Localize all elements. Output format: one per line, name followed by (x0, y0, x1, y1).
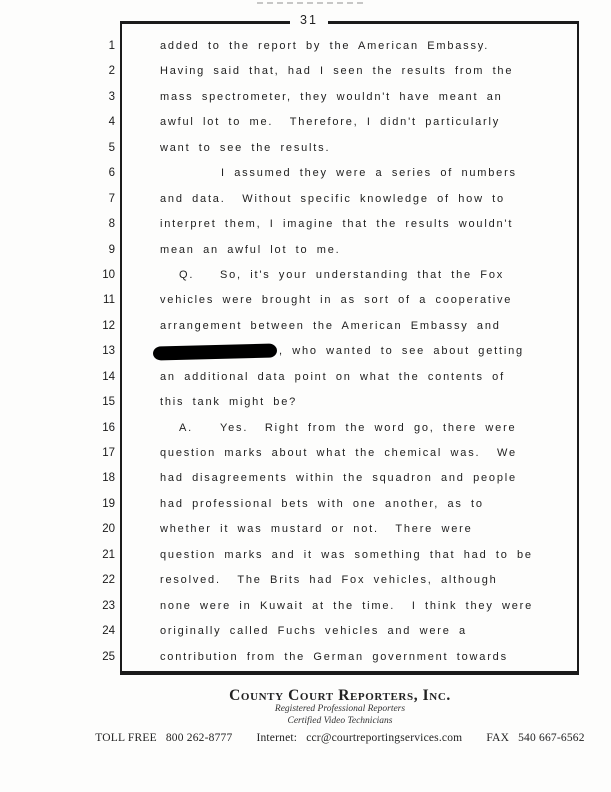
transcript-line (0, 212, 611, 237)
line-text: question marks about what the chemical was. We (160, 447, 517, 459)
transcript-line (0, 314, 611, 339)
transcript-line (0, 517, 611, 542)
line-number: 5 (108, 141, 115, 154)
line-text: I assumed they were a series of numbers (221, 167, 517, 180)
line-number: 18 (102, 472, 115, 485)
transcript-line (0, 238, 611, 263)
transcript-line (0, 416, 611, 441)
line-text: contribution from the German government towards (160, 650, 508, 663)
scan-artifact-dashed-line (257, 2, 363, 4)
line-text: mass spectrometer, they wouldn't have meant an (160, 90, 503, 103)
line-text: interpret them, I imagine that the results wouldn't (160, 218, 514, 231)
line-text: So, it's your understanding that the Fox (220, 268, 505, 281)
fax-group (486, 732, 584, 744)
line-number: 22 (102, 574, 115, 587)
line-text: Having said that, had I seen the results from the (160, 65, 514, 78)
line-number: 19 (102, 497, 115, 510)
transcript-line (0, 263, 611, 288)
line-number: 3 (108, 90, 115, 103)
toll-free-label: TOLL FREE (95, 732, 157, 744)
line-number: 17 (102, 447, 115, 459)
transcript-lines (0, 34, 611, 670)
line-number: 15 (102, 396, 115, 409)
transcript-line (0, 543, 611, 568)
line-number: 8 (108, 218, 115, 231)
reporter-footer (70, 687, 610, 744)
transcript-line (0, 161, 611, 186)
internet-group (256, 732, 462, 744)
reporter-company-name: County Court Reporters, Inc. (229, 687, 451, 704)
line-text: want to see the results. (160, 141, 331, 154)
line-text: this tank might be? (160, 396, 298, 409)
line-text: awful lot to me. Therefore, I didn't particularly (160, 116, 500, 129)
line-number: 4 (108, 116, 115, 129)
transcript-line (0, 492, 611, 517)
line-text: arrangement between the American Embassy and (160, 319, 501, 332)
transcript-line (0, 568, 611, 593)
internet-label: Internet: (256, 732, 298, 744)
transcript-line (0, 466, 611, 491)
transcript-line (0, 34, 611, 59)
fax-number: 540 667-6562 (518, 732, 585, 744)
transcript-line (0, 85, 611, 110)
line-number: 7 (108, 192, 115, 205)
line-text (153, 339, 524, 364)
transcript-line (0, 390, 611, 415)
line-number: 25 (102, 650, 115, 663)
reporter-subtitle-2: Certified Video Technicians (287, 715, 393, 726)
line-number: 24 (102, 625, 115, 638)
toll-free-number: 800 262-8777 (165, 732, 233, 744)
transcript-line (0, 619, 611, 644)
page-number: 31 (290, 13, 328, 27)
line-number: 9 (108, 243, 115, 256)
reporter-subtitle-1: Registered Professional Reporters (274, 704, 406, 714)
line-text: question marks and it was something that had to be (160, 548, 533, 561)
line-text: had disagreements within the squadron and people (160, 472, 517, 485)
internet-email: ccr@courtreportingservices.com (306, 732, 463, 744)
line-number: 12 (102, 319, 115, 332)
transcript-line (0, 441, 611, 466)
line-text: none were in Kuwait at the time. I think they were (160, 599, 534, 612)
line-text: resolved. The Brits had Fox vehicles, although (160, 574, 498, 587)
transcript-line (0, 59, 611, 84)
line-text: and data. Without specific knowledge of how to (160, 192, 505, 205)
qa-prefix: Q. (179, 268, 195, 281)
line-number: 21 (102, 548, 115, 561)
line-number: 13 (102, 345, 115, 358)
line-text: had professional bets with one another, as to (160, 497, 484, 510)
line-text: whether it was mustard or not. There were (160, 523, 473, 536)
line-number: 1 (108, 40, 115, 52)
transcript-line (0, 110, 611, 135)
toll-free-group (95, 732, 232, 744)
transcript-line (0, 136, 611, 161)
transcript-line (0, 365, 611, 390)
line-number: 16 (102, 421, 115, 434)
line-text: Yes. Right from the word go, there were (220, 421, 517, 434)
qa-prefix: A. (179, 421, 193, 434)
line-text: vehicles were brought in as sort of a cooperative (160, 294, 513, 307)
transcript-line (0, 645, 611, 670)
line-number: 10 (102, 268, 115, 281)
line-number: 11 (103, 294, 115, 307)
line-number: 14 (102, 370, 115, 383)
line-number: 6 (108, 167, 115, 180)
line-text: mean an awful lot to me. (160, 243, 341, 256)
fax-label: FAX (486, 732, 510, 744)
line-text: added to the report by the American Embassy. (160, 40, 490, 52)
transcript-line (0, 187, 611, 212)
line-number: 23 (102, 599, 115, 612)
redaction-mark (153, 343, 277, 360)
transcript-line (0, 339, 611, 364)
transcript-line (0, 594, 611, 619)
line-text: an additional data point on what the contents of (160, 370, 505, 383)
line-number: 2 (108, 65, 115, 78)
line-number: 20 (102, 523, 115, 536)
transcript-line (0, 288, 611, 313)
line-text: originally called Fuchs vehicles and were a (160, 625, 467, 638)
line-text-after-redaction: , who wanted to see about getting (279, 345, 524, 358)
reporter-contact-line (70, 732, 610, 744)
